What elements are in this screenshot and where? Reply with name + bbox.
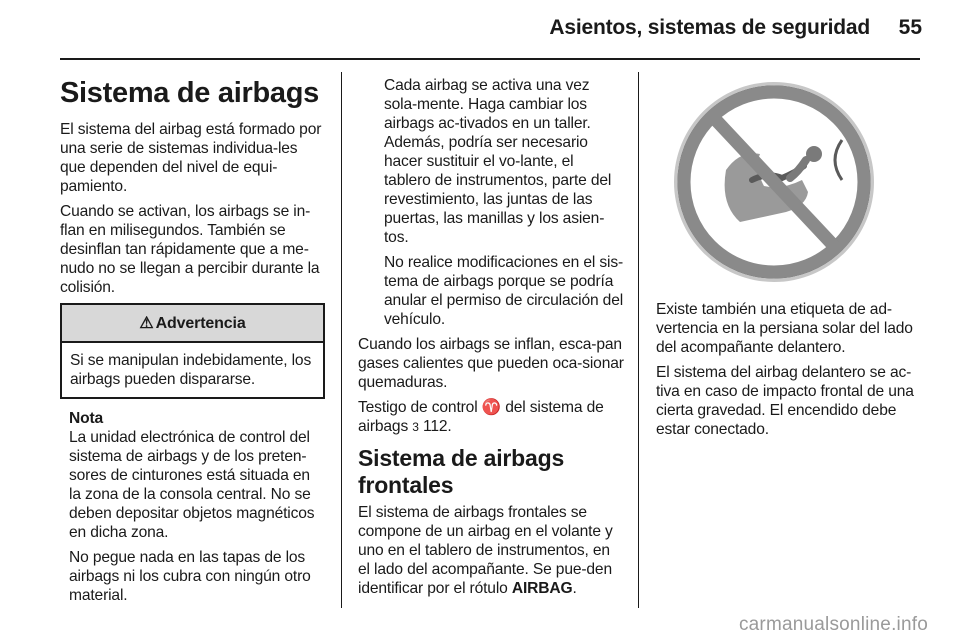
paragraph: No realice modificaciones en el sis-tema de airbags porque se podría anular el permiso de circulación del vehículo.	[384, 254, 624, 328]
paragraph: Cada airbag se activa una vez sola-mente. Haga cambiar los airbags ac-tivados en un taller. Además, podría ser necesario hacer sustituir el vo-lante, el tablero de instrumentos, parte del revestimiento, las juntas de las puertas, las manillas y los asien-tos.	[384, 77, 612, 246]
warning-body: Si se manipulan indebidamente, los airbags pueden dispararse.	[70, 352, 312, 388]
warning-title: Advertencia	[155, 314, 246, 332]
watermark: carmanualsonline.info	[738, 614, 928, 635]
page-number: 55	[898, 16, 922, 39]
paragraph-control-light: Testigo de control ♈ del sistema de airbags 3 112.	[358, 399, 604, 435]
note-paragraph: No pegue nada en las tapas de los airbags ni los cubra con ningún otro material.	[69, 549, 311, 604]
airbag-warning-light-icon: ♈	[481, 399, 501, 416]
column-1	[60, 76, 325, 611]
paragraph: El sistema del airbag delantero se ac-tiva en caso de impacto frontal de una cierta gravedad. El encendido debe estar conectado.	[656, 364, 914, 438]
paragraph: Existe también una etiqueta de ad-vertencia en la persiana solar del lado del acompañante delantero.	[656, 301, 913, 356]
note-block	[60, 409, 325, 605]
note-label: Nota	[69, 410, 104, 427]
paragraph: El sistema del airbag está formado por una serie de sistemas individua-les que dependen del nivel de equi-pamiento.	[60, 121, 322, 195]
paragraph: El sistema de airbags frontales se compone de un airbag en el volante y uno en el tablero de instrumentos, en el lado del acompañante. Se pue-den identificar por el rótulo AIRBAG.	[358, 504, 613, 597]
column-divider-2	[638, 72, 639, 608]
warning-icon: ⚠	[139, 314, 154, 332]
prohibition-sign-icon	[656, 74, 920, 288]
continued-block	[358, 76, 624, 329]
no-child-seat-airbag-figure	[656, 74, 920, 288]
paragraph: Cuando los airbags se inflan, esca-pan gases calientes que pueden oca-sionar quemaduras.	[358, 336, 624, 391]
warning-header	[62, 305, 323, 343]
airbag-label-text: AIRBAG	[511, 580, 573, 597]
section-heading-airbags: Sistema de airbags	[60, 77, 319, 109]
column-divider-1	[341, 72, 342, 608]
note-paragraph: La unidad electrónica de control del sistema de airbags y de los preten-sores de cinturones está situada en la zona de la consola central. No se deben depositar objetos magnéticos en dicha zona.	[69, 429, 315, 541]
paragraph: Cuando se activan, los airbags se in-flan en milisegundos. También se desinflan tan rápidamente que a me-nudo no se llegan a percibir durante la colisión.	[60, 203, 320, 296]
column-3	[656, 300, 922, 445]
warning-box	[60, 303, 325, 399]
page-reference-icon: 3	[412, 420, 419, 434]
column-2	[358, 76, 624, 604]
section-heading-front-airbags: Sistema de airbags frontales	[358, 445, 565, 498]
header-title: Asientos, sistemas de seguridad	[549, 16, 870, 39]
header-rule	[60, 58, 920, 60]
